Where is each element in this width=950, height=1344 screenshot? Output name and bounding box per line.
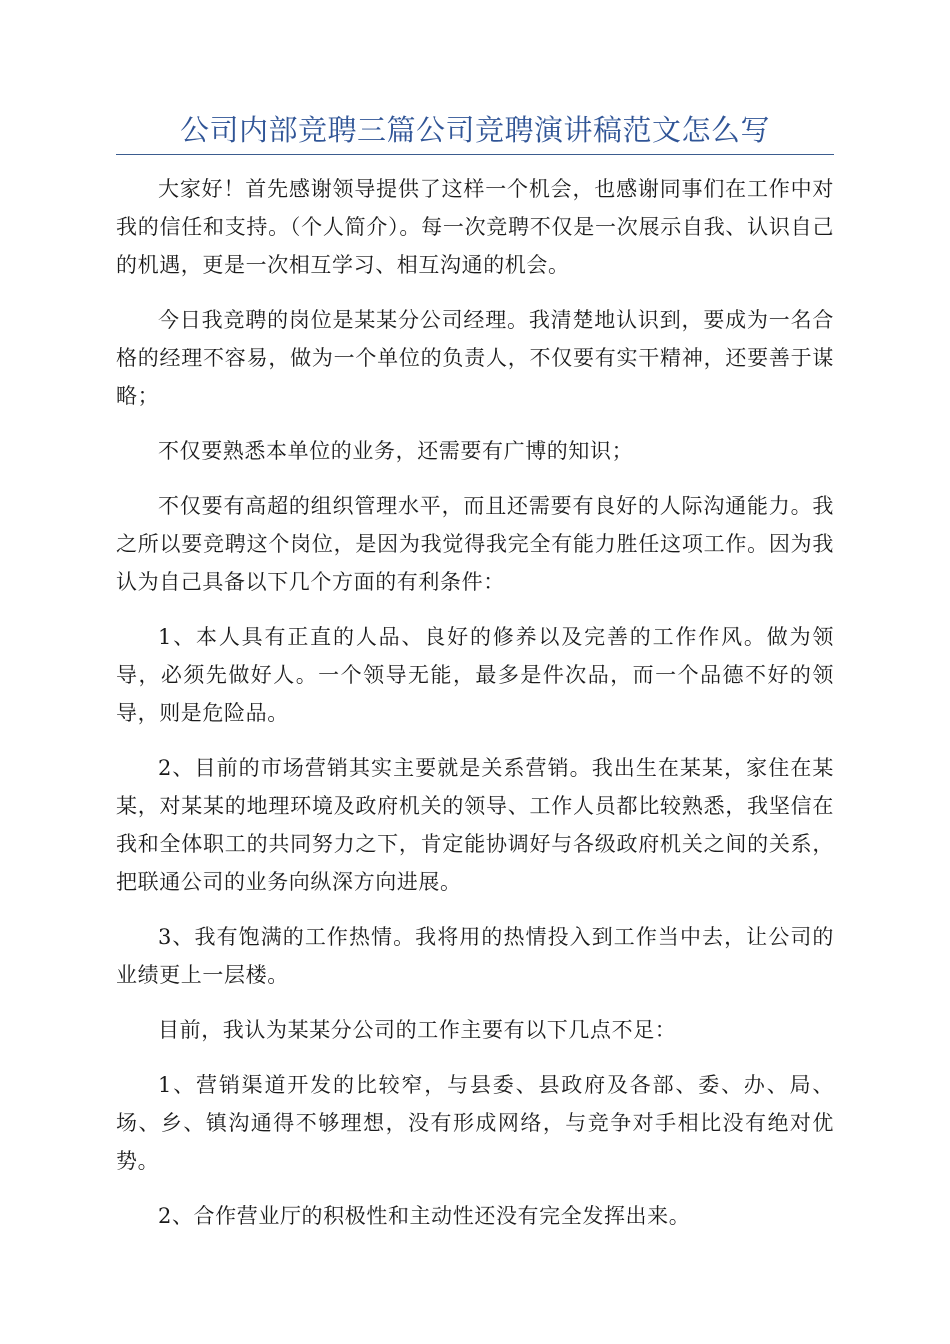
paragraph: 1、本人具有正直的人品、良好的修养以及完善的工作作风。做为领导，必须先做好人。一个领导无能，最多是件次品，而一个品德不好的领导，则是危险品。 xyxy=(116,625,834,725)
document-body xyxy=(116,170,834,1252)
paragraph: 3、我有饱满的工作热情。我将用的热情投入到工作当中去，让公司的业绩更上一层楼。 xyxy=(116,925,834,987)
paragraph: 2、合作营业厅的积极性和主动性还没有完全发挥出来。 xyxy=(158,1204,691,1228)
paragraph: 不仅要有高超的组织管理水平，而且还需要有良好的人际沟通能力。我之所以要竞聘这个岗位，是因为我觉得我完全有能力胜任这项工作。因为我认为自己具备以下几个方面的有利条件： xyxy=(116,494,834,594)
title-block xyxy=(116,110,834,155)
paragraph: 大家好！首先感谢领导提供了这样一个机会，也感谢同事们在工作中对我的信任和支持。（个人简介）。每一次竞聘不仅是一次展示自我、认识自己的机遇，更是一次相互学习、相互沟通的机会。 xyxy=(116,177,834,277)
paragraph: 1、营销渠道开发的比较窄，与县委、县政府及各部、委、办、局、场、乡、镇沟通得不够理想，没有形成网络，与竞争对手相比没有绝对优势。 xyxy=(116,1073,834,1173)
paragraph: 不仅要熟悉本单位的业务，还需要有广博的知识； xyxy=(158,439,634,463)
paragraph: 今日我竞聘的岗位是某某分公司经理。我清楚地认识到，要成为一名合格的经理不容易，做为一个单位的负责人，不仅要有实干精神，还要善于谋略； xyxy=(116,308,834,408)
paragraph: 2、目前的市场营销其实主要就是关系营销。我出生在某某，家住在某某，对某某的地理环境及政府机关的领导、工作人员都比较熟悉，我坚信在我和全体职工的共同努力之下，肯定能协调好与各级政府机关之间的关系，把联通公司的业务向纵深方向进展。 xyxy=(116,756,834,894)
document-title: 公司内部竞聘三篇公司竞聘演讲稿范文怎么写 xyxy=(179,113,770,147)
paragraph: 目前，我认为某某分公司的工作主要有以下几点不足： xyxy=(158,1018,677,1042)
